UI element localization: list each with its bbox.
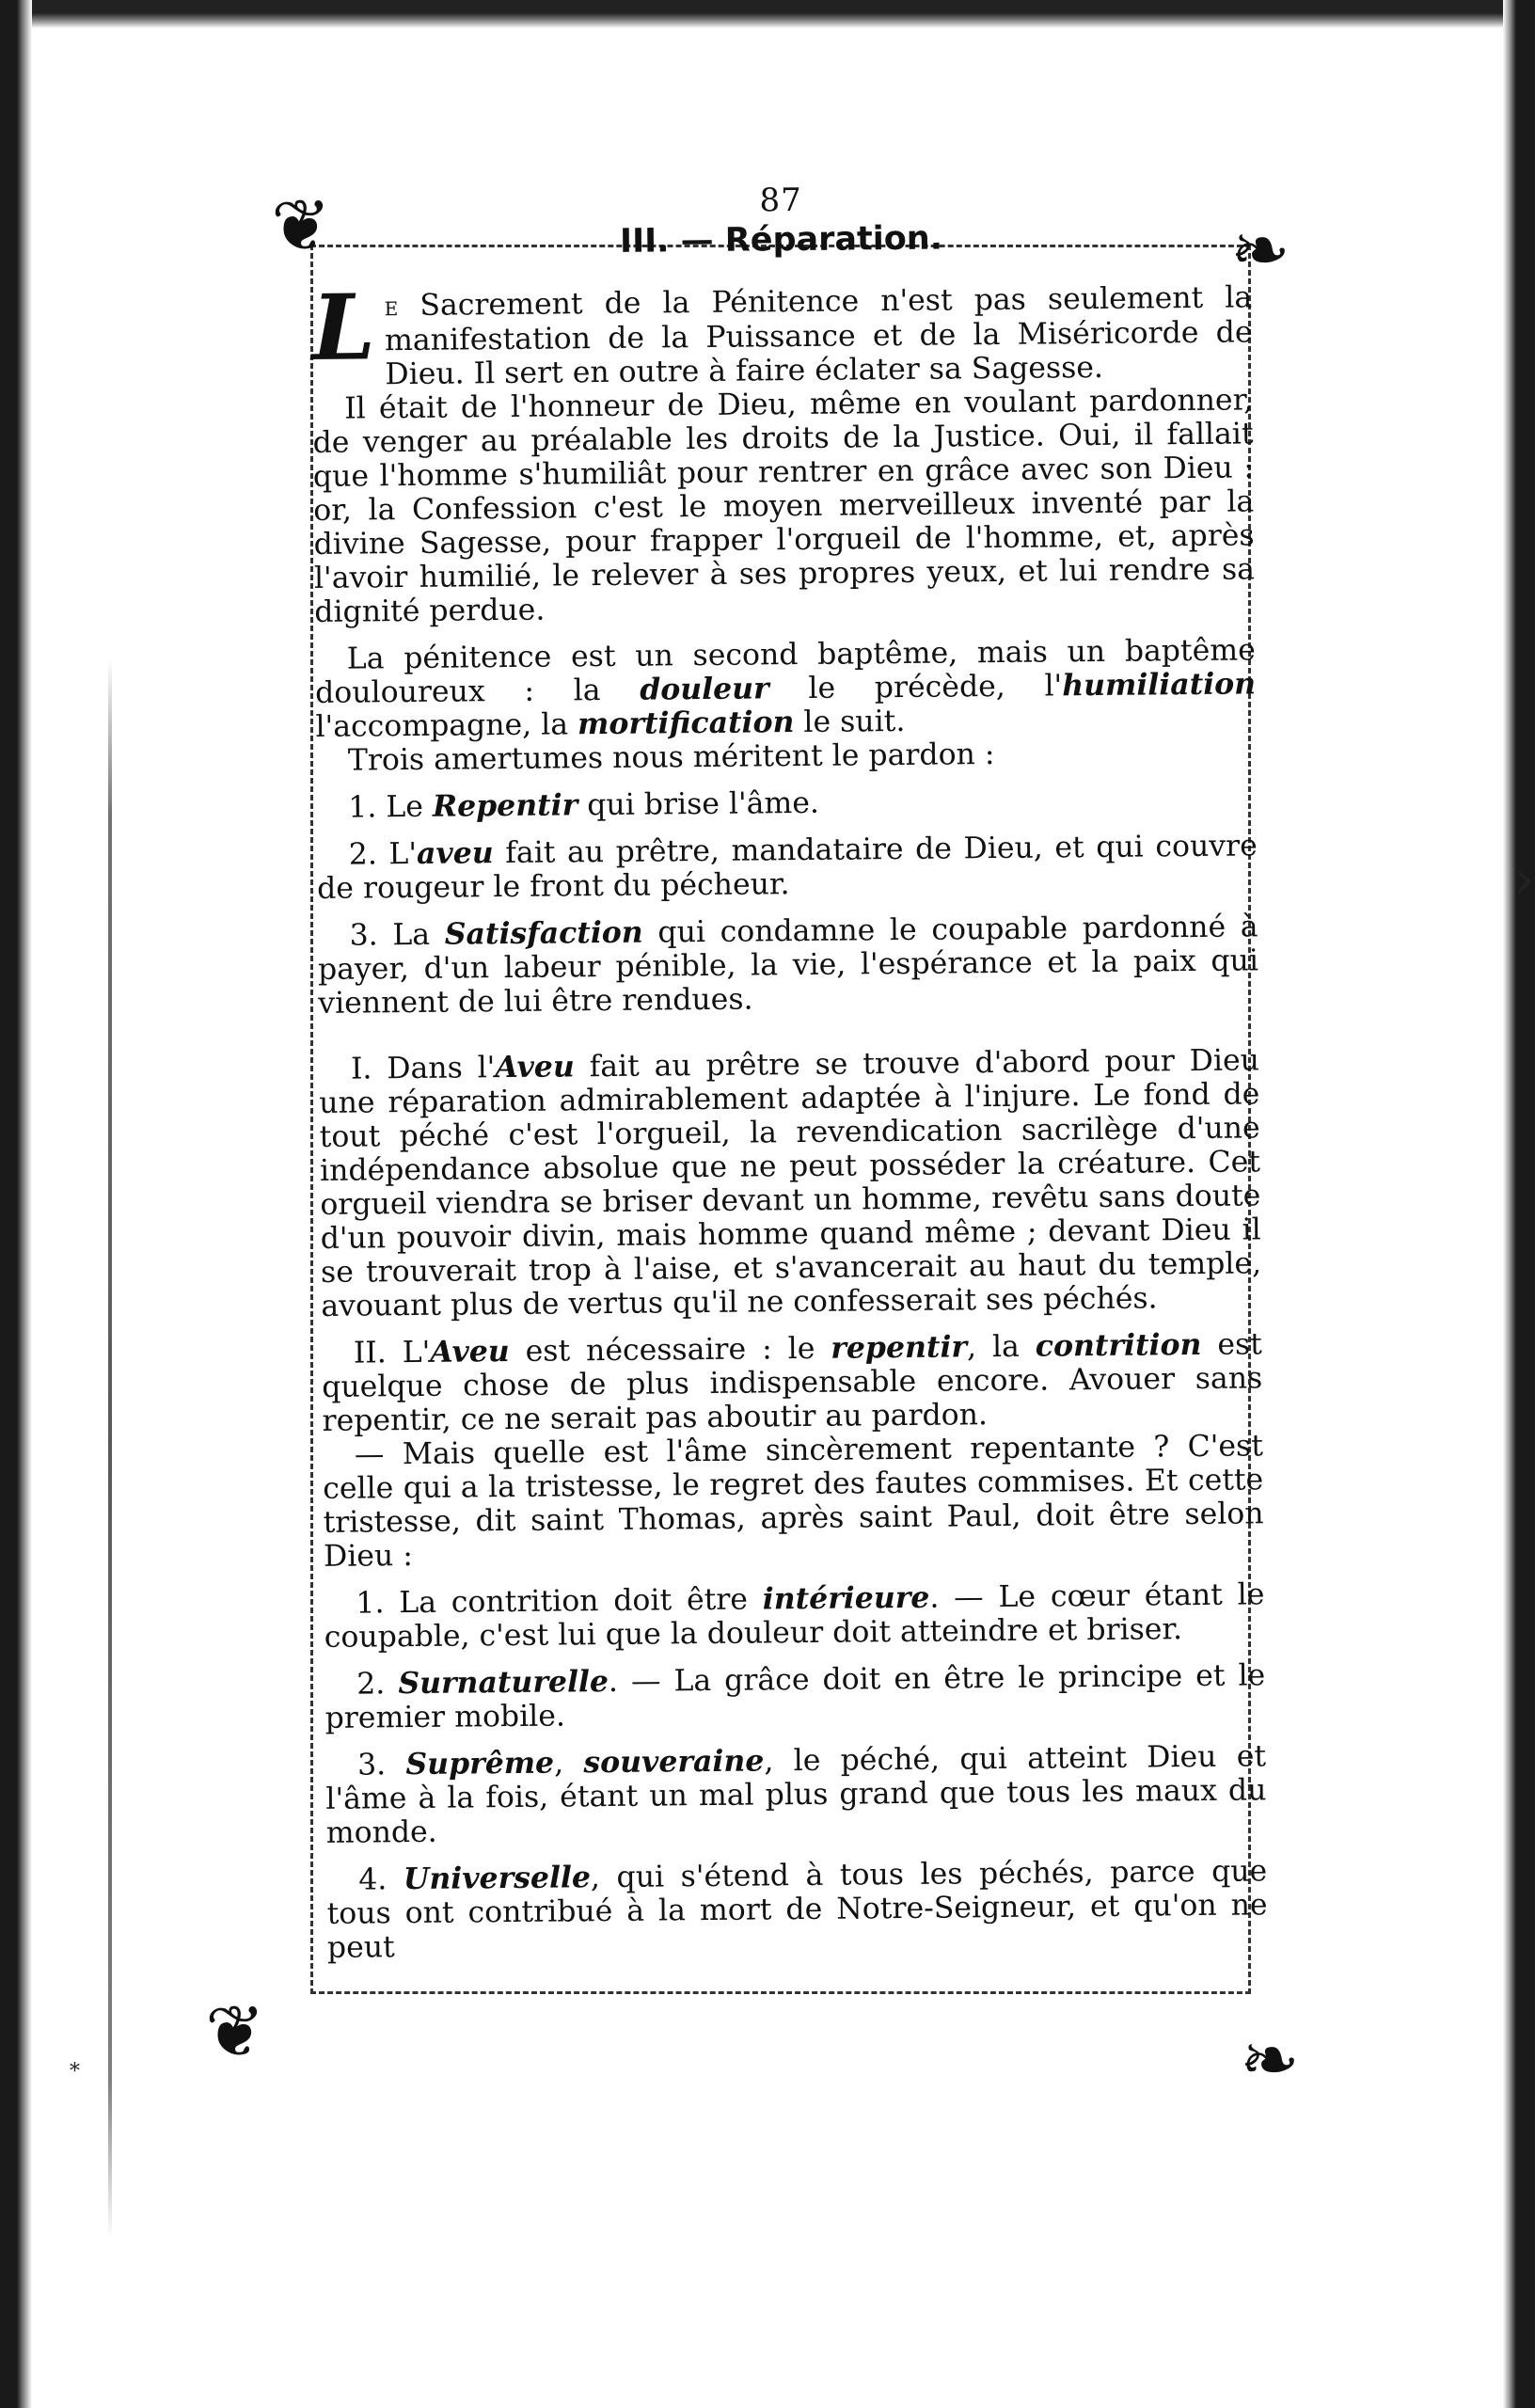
page-content xyxy=(310,179,1268,1965)
emphasis: souveraine xyxy=(583,1743,765,1781)
stray-mark: * xyxy=(70,2060,80,2083)
scan-edge-right xyxy=(1503,0,1535,2408)
text-run: , la xyxy=(966,1329,1036,1365)
text-run: qui brise l'âme. xyxy=(578,785,820,823)
text-run: . — Le cœur étant le coupable, c'est lui que la douleur doit atteindre et briser. xyxy=(324,1577,1265,1655)
emphasis: Repentir xyxy=(432,787,578,824)
text-run: l'accompagne, la xyxy=(315,707,578,744)
stray-mark: › xyxy=(1512,847,1535,912)
paragraph-text: Sacrement de la Pénitence n'est pas seulement la manifestation de la Puissance et de la Miséricorde de Dieu. Il sert en outre à faire éclater sa Sagesse. xyxy=(384,280,1253,392)
section-paragraph xyxy=(322,1327,1263,1438)
ornamental-fleuron-icon: ❦ xyxy=(205,1989,265,2073)
small-caps: e xyxy=(384,291,399,323)
list-item xyxy=(316,782,1257,825)
text-run: 1. La contrition doit être xyxy=(356,1582,763,1621)
scan-edge-top xyxy=(0,0,1535,28)
list-item xyxy=(317,910,1258,1021)
text-run: I. Dans l' xyxy=(350,1051,496,1086)
page-title: III. — Réparation. xyxy=(619,219,943,261)
page-number: 87 xyxy=(759,181,802,220)
emphasis: douleur xyxy=(640,671,769,707)
paragraph xyxy=(315,633,1257,744)
list-item xyxy=(324,1658,1266,1735)
text-run: II. L' xyxy=(353,1335,431,1370)
text-run: . — La grâce doit en être le principe et le premier mobile. xyxy=(324,1658,1266,1735)
text-run: 3. La xyxy=(349,917,445,953)
text-run: 4. xyxy=(358,1862,404,1897)
paragraph: — Mais quelle est l'âme sincèrement repentante ? C'est celle qui a la tristesse, le regret des fautes commises. Et cette tristesse, dit saint Thomas, après saint Paul, doit être selon Dieu : xyxy=(323,1429,1264,1574)
emphasis: Suprême xyxy=(405,1745,555,1782)
paragraph: Trois amertumes nous méritent le pardon : xyxy=(347,737,995,778)
emphasis: aveu xyxy=(416,835,494,871)
scan-edge-left xyxy=(0,0,32,2408)
text-run: La pénitence est un second baptême, mais un baptême douloureux : la xyxy=(314,633,1256,710)
emphasis: Surnaturelle xyxy=(398,1664,609,1702)
text-run: , qui s'étend à tous les péchés, parce que tous ont contribué à la mort de Notre-Seigneur, et qu'on ne peut xyxy=(326,1854,1268,1965)
ornamental-fleuron-icon: ❧ xyxy=(1230,208,1290,292)
list-item xyxy=(324,1577,1265,1655)
emphasis: humiliation xyxy=(1062,666,1257,704)
facing-page-gutter xyxy=(108,658,112,2239)
text-run: est quelque chose de plus indispensable encore. Avouer sans repentir, ce ne serait pas aboutir au pardon. xyxy=(322,1327,1263,1438)
text-run: fait au prêtre, mandataire de Dieu, et qui couvre de rougeur le front du pécheur. xyxy=(316,829,1258,906)
paragraph: Il était de l'honneur de Dieu, même en voulant pardonner, de venger au préalable les droits de la Justice. Oui, il fallait que l'homme s'humiliât pour rentrer en grâce avec son Dieu : or, la Confession c'est le moyen merveilleux inventé par la divine Sagesse, pour frapper l'orgueil de l'homme, et, après l'avoir humilié, le relever à ses propres yeux, et lui rendre sa dignité perdue. xyxy=(312,383,1256,629)
text-run: , le péché, qui atteint Dieu et l'âme à la fois, étant un mal plus grand que tous les maux du monde. xyxy=(325,1739,1267,1850)
text-run: le précède, l' xyxy=(768,669,1063,706)
ornamental-fleuron-icon: ❦ xyxy=(271,183,331,267)
emphasis: contrition xyxy=(1035,1326,1202,1364)
list-item xyxy=(317,829,1258,906)
emphasis: Universelle xyxy=(403,1860,592,1897)
emphasis: intérieure xyxy=(762,1579,930,1617)
list-item xyxy=(325,1739,1267,1850)
text-run: 3. xyxy=(356,1748,406,1782)
text-run: 2. L' xyxy=(348,836,418,872)
drop-cap: L xyxy=(310,274,376,381)
emphasis: mortification xyxy=(577,705,795,742)
text-run: le suit. xyxy=(794,704,906,740)
list-item xyxy=(326,1854,1268,1965)
emphasis: Aveu xyxy=(495,1049,575,1085)
text-run: qui condamne le coupable pardonné à payer, d'un labeur pénible, la vie, l'espérance et la paix qui viennent de lui être rendues. xyxy=(317,910,1259,1021)
ornamental-fleuron-icon: ❧ xyxy=(1240,2018,1300,2101)
paragraph xyxy=(310,274,1253,392)
emphasis: Aveu xyxy=(430,1334,510,1370)
text-run: , xyxy=(553,1746,584,1781)
text-run: 2. xyxy=(356,1667,399,1702)
text-run: fait au prêtre se trouve d'abord pour Dieu une réparation admirablement adaptée à l'injure. Le fond de tout péché c'est l'orgueil, la revendication sacrilège d'une indépendance absolue que ne peut posséder la créature. Cet orgueil viendra se briser devant un homme, revêtu sans doute d'un pouvoir divin, mais homme quand même ; devant Dieu il se trouverait trop à l'aise, et s'avancerait au haut du temple, avouant plus de vertus qu'il ne confesserait ses péchés. xyxy=(319,1043,1262,1323)
text-run: est nécessaire : le xyxy=(509,1331,831,1370)
emphasis: repentir xyxy=(831,1329,968,1366)
emphasis: Satisfaction xyxy=(444,914,643,952)
section-paragraph xyxy=(319,1043,1262,1323)
text-run: 1. Le xyxy=(348,789,434,825)
